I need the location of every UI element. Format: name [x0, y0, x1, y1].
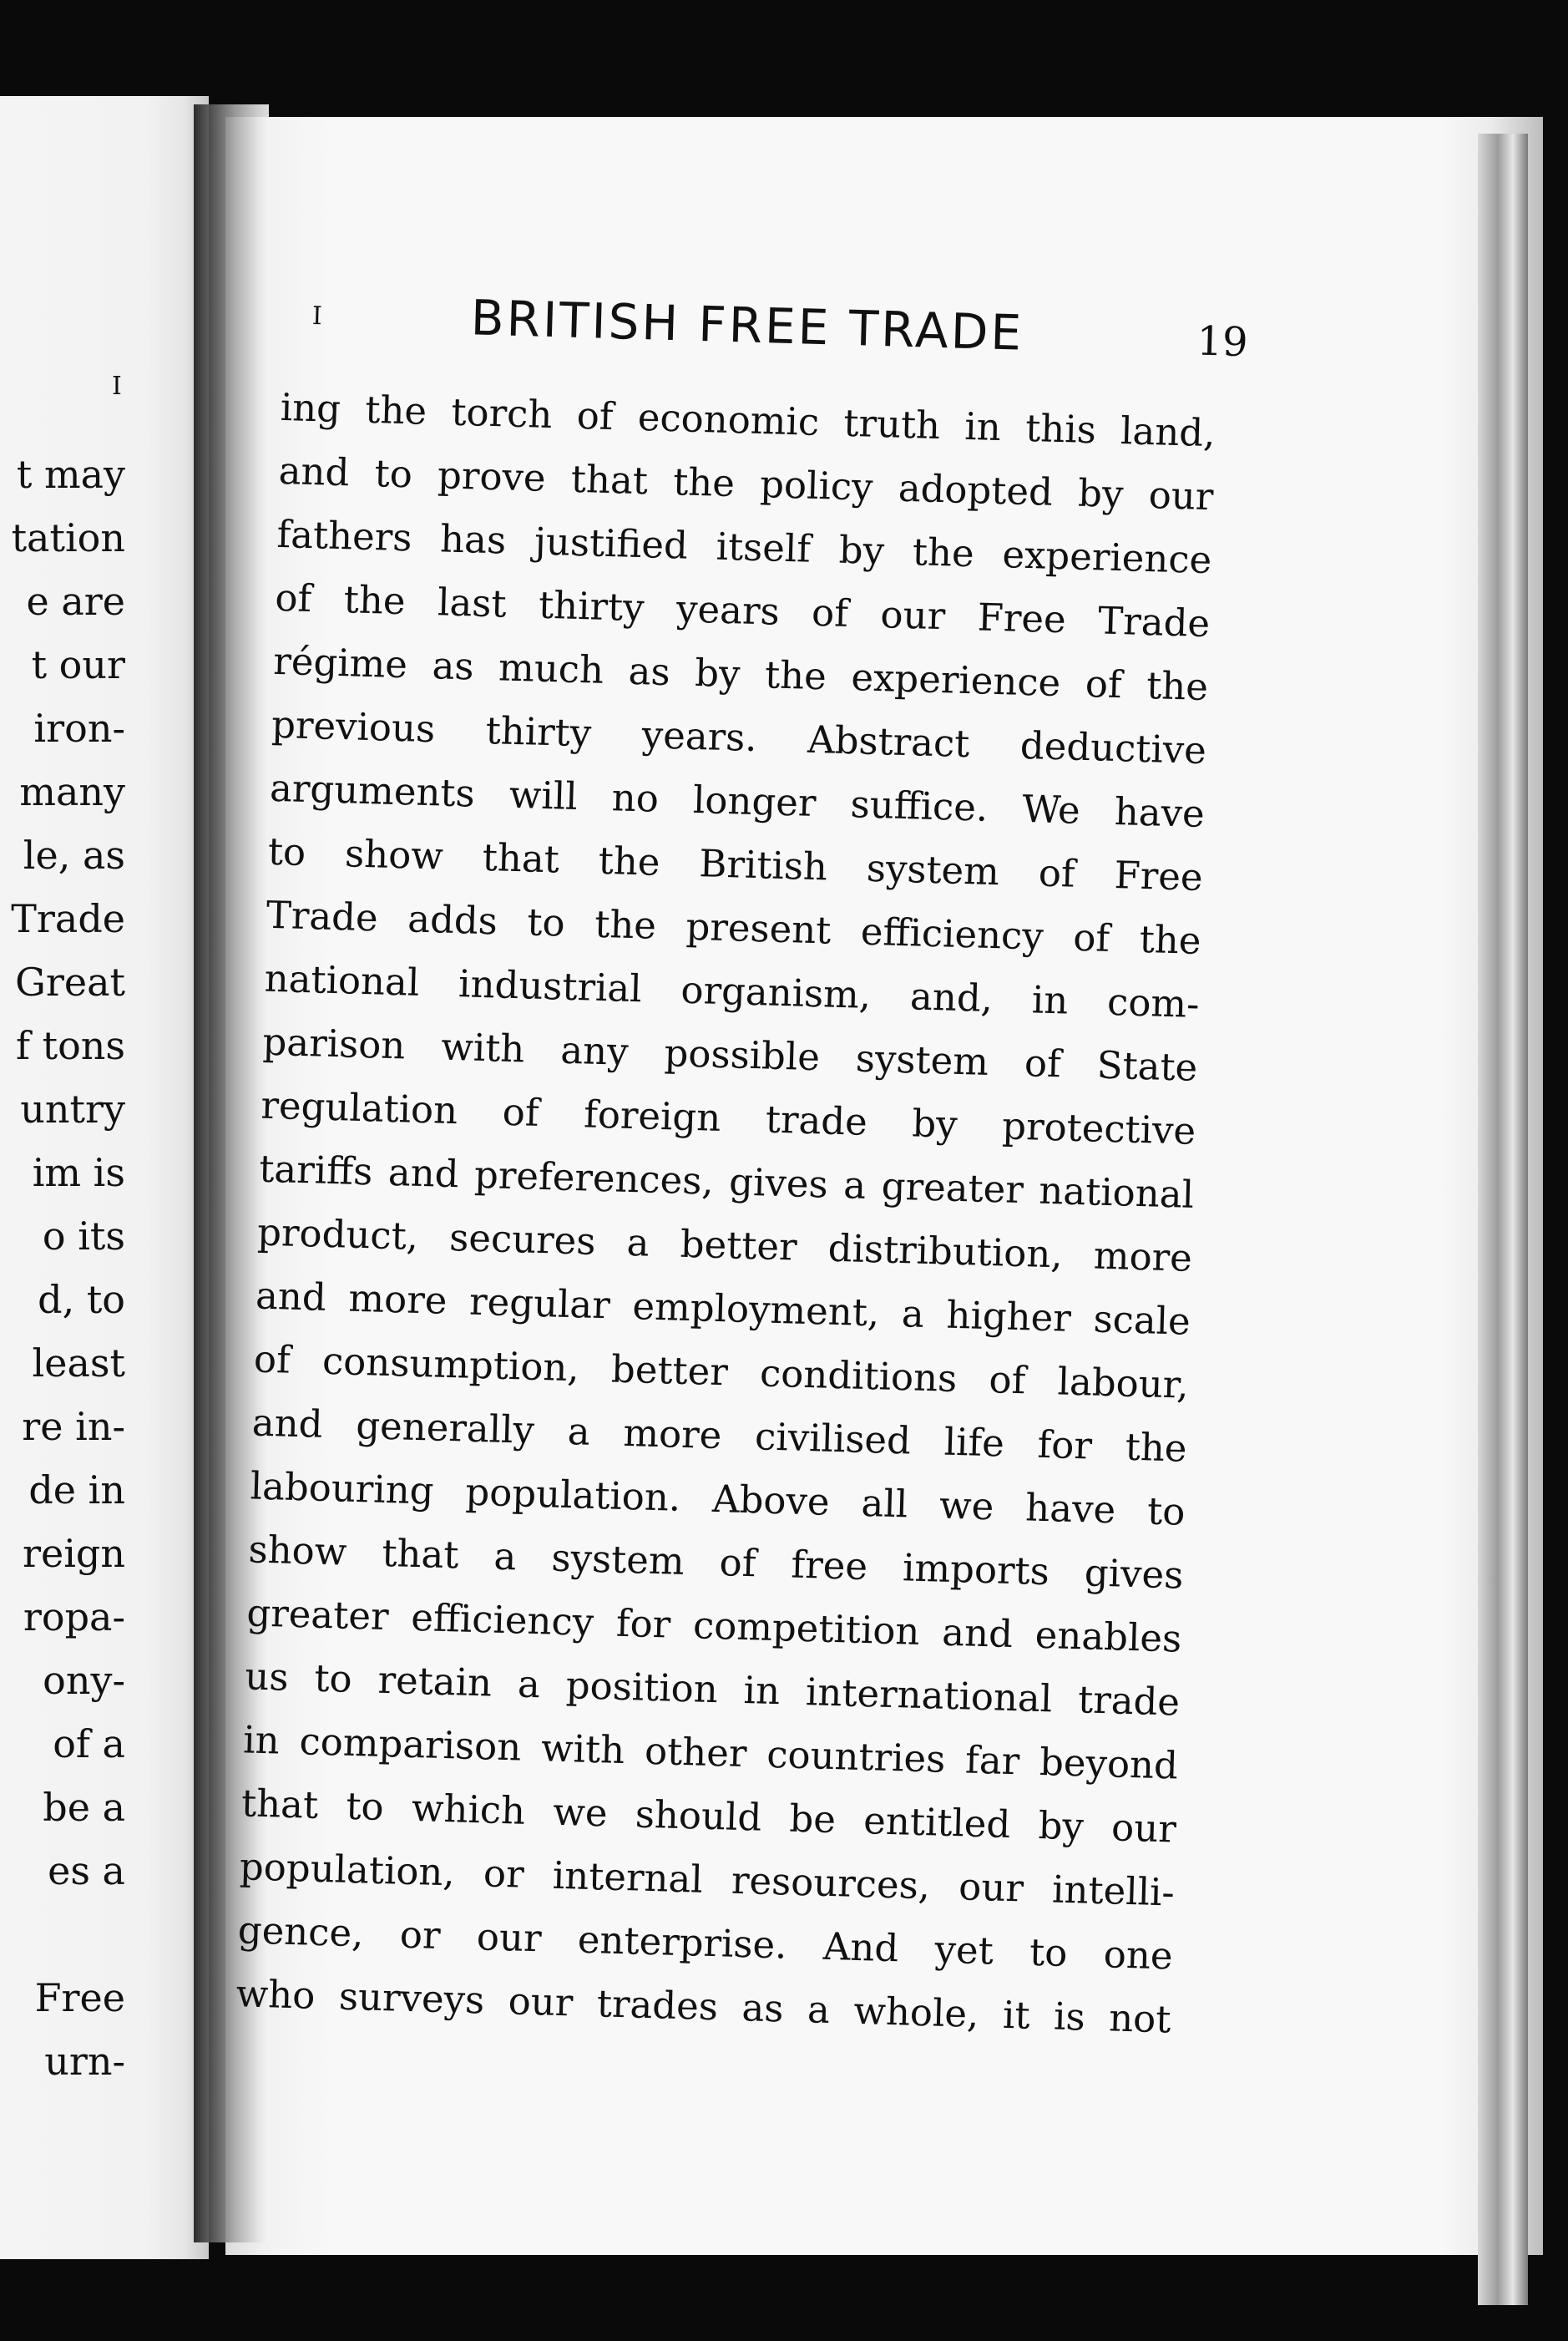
text-line: tariffs and preferences, gives a greater national — [258, 1146, 1195, 1217]
text-line: of the last thirty years of our Free Trade — [274, 575, 1211, 646]
text-line: arguments will no longer suffice. We have — [269, 765, 1206, 837]
text-line: régime as much as by the experience of the — [272, 638, 1209, 710]
previous-page-line: ony- — [43, 1658, 125, 1703]
previous-page-line: t may — [16, 452, 125, 497]
text-line: Trade adds to the present efficiency of the — [266, 892, 1202, 963]
previous-page — [0, 96, 209, 2259]
previous-page-text-fragments — [0, 443, 125, 2093]
page-edge-shadow — [1478, 134, 1528, 2305]
text-line: and generally a more civilised life for the — [251, 1400, 1188, 1471]
text-line: us to retain a position in international trade — [244, 1654, 1181, 1725]
text-line: previous thirty years. Abstract deductive — [271, 702, 1207, 773]
previous-page-line: d, to — [38, 1277, 125, 1322]
previous-page-line: of a — [53, 1721, 125, 1766]
previous-page-line: es a — [48, 1848, 125, 1893]
text-line: and to prove that the policy adopted by our — [278, 448, 1215, 519]
previous-page-line: Great — [15, 960, 125, 1005]
running-title: BRITISH FREE TRADE — [470, 289, 1025, 362]
previous-page-line: de in — [28, 1467, 125, 1513]
previous-page-line: re in- — [22, 1404, 125, 1449]
text-line: gence, or our enterprise. And yet to one — [237, 1908, 1174, 1979]
text-line: that to which we should be entitled by our — [240, 1781, 1177, 1852]
previous-page-line: f tons — [15, 1023, 125, 1068]
previous-page-line: t our — [31, 642, 125, 687]
text-line: national industrial organism, and, in com- — [264, 955, 1201, 1026]
text-line: fathers has justified itself by the experience — [276, 511, 1212, 583]
text-line: parison with any possible system of State — [261, 1019, 1198, 1090]
text-line: product, secures a better distribution, more — [256, 1209, 1193, 1280]
current-page-content — [235, 284, 1252, 2053]
text-line: regulation of foreign trade by protective — [260, 1082, 1196, 1153]
text-line: ing the torch of economic truth in this land, — [280, 384, 1216, 456]
previous-page-line: Free — [34, 1975, 125, 2020]
text-line: who surveys our trades as a whole, it is not — [235, 1971, 1172, 2042]
previous-page-line: many — [19, 769, 125, 814]
previous-page-line — [0, 1903, 125, 1966]
text-line: and more regular employment, a higher scale — [255, 1273, 1191, 1344]
previous-page-section-mark: I — [112, 372, 122, 401]
previous-page-line: be a — [43, 1785, 125, 1830]
previous-page-line: o its — [42, 1214, 125, 1259]
page-number: 19 — [1196, 317, 1249, 367]
text-line: greater efficiency for competition and enables — [245, 1590, 1182, 1661]
previous-page-line: reign — [23, 1531, 125, 1576]
previous-page-line: e are — [26, 579, 125, 624]
text-line: of consumption, better conditions of labour, — [253, 1336, 1190, 1407]
text-line: labouring population. Above all we have to — [250, 1463, 1186, 1534]
previous-page-line: untry — [20, 1087, 125, 1132]
text-line: to show that the British system of Free — [267, 828, 1204, 899]
previous-page-line: ropa- — [23, 1594, 125, 1639]
text-line: show that a system of free imports gives — [247, 1527, 1184, 1598]
previous-page-line: im is — [32, 1150, 125, 1195]
section-mark: I — [311, 301, 323, 332]
previous-page-line: iron- — [33, 706, 125, 751]
previous-page-line: Trade — [11, 896, 125, 941]
previous-page-line: le, as — [23, 833, 125, 878]
text-line: in comparison with other countries far beyond — [242, 1717, 1179, 1788]
previous-page-line: least — [32, 1340, 125, 1386]
previous-page-line: tation — [11, 515, 125, 560]
previous-page-line: urn- — [44, 2039, 125, 2084]
body-text — [235, 376, 1250, 2053]
text-line: population, or internal resources, our intelli- — [239, 1844, 1176, 1915]
